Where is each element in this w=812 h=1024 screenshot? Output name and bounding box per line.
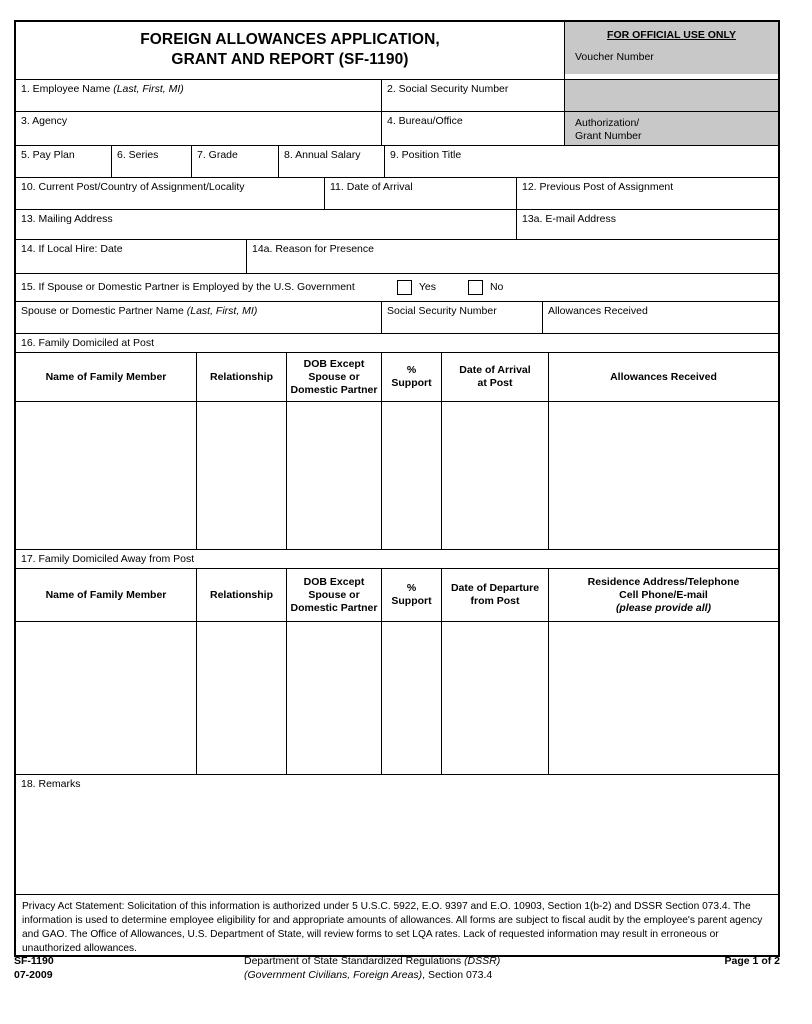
privacy-act-statement: Privacy Act Statement: Solicitation of this information is authorized under 5 U.S.C. 5922, E.O. 9397 and E.O. 10903, Section 1(b-2) and DSSR Section 073.4. The information is used to determine employee eligibility for and appropriate amounts of allowances. All forms are subject to fiscal audit by the employee's parent agency and GAO. The Office of Allowances, U.S. Department of State, will review forms to set LQA rates. Lack of requested information may result in erroneous or unauthorized allowances. [22, 901, 763, 954]
field-current-post[interactable] [16, 178, 325, 209]
field-spouse-allowances[interactable] [543, 302, 778, 333]
field-mailing-address[interactable] [16, 210, 517, 239]
section16-col-name: Name of Family Member [16, 353, 197, 401]
section17-cell-departure[interactable] [442, 622, 549, 774]
field-grade-label: 7. Grade [197, 149, 238, 162]
section17-cell-residence[interactable] [549, 622, 778, 774]
section17-col-support: % Support [382, 569, 442, 621]
field-employee-name-label: 1. Employee Name [21, 83, 111, 96]
section16-body [16, 402, 778, 550]
authorization-grant-block [565, 112, 778, 145]
form-title [16, 22, 565, 79]
section16-col-dob: DOB Except Spouse or Domestic Partner [287, 353, 382, 401]
form-title-line1: FOREIGN ALLOWANCES APPLICATION, [140, 31, 440, 48]
section17-col-relationship: Relationship [197, 569, 287, 621]
field-date-of-arrival[interactable] [325, 178, 517, 209]
section16-col-support: % Support [382, 353, 442, 401]
field-position-title-label: 9. Position Title [390, 149, 462, 162]
section16-col-relationship: Relationship [197, 353, 287, 401]
official-use-heading: FOR OFFICIAL USE ONLY [607, 29, 736, 41]
section17-cell-relationship[interactable] [197, 622, 287, 774]
section16-title: 16. Family Domiciled at Post [16, 334, 778, 353]
checkbox-yes[interactable] [397, 280, 412, 295]
section16-cell-allowances[interactable] [549, 402, 778, 549]
row-pay-position [16, 146, 778, 178]
field-spouse-employed-label: 15. If Spouse or Domestic Partner is Employed by the U.S. Government [21, 281, 355, 294]
checkbox-yes-label: Yes [418, 281, 436, 294]
field-reason-for-presence-label: 14a. Reason for Presence [252, 243, 374, 256]
row-mailing-address [16, 210, 778, 240]
sf1190-form [14, 20, 780, 957]
field-series-label: 6. Series [117, 149, 159, 162]
field-email-address[interactable] [517, 210, 778, 239]
section16-cell-dob[interactable] [287, 402, 382, 549]
checkbox-no-label: No [489, 281, 504, 294]
section18-remarks-label: 18. Remarks [21, 778, 81, 791]
field-ssn-label: 2. Social Security Number [387, 83, 509, 96]
authorization-line1: Authorization/ [575, 117, 640, 130]
field-spouse-ssn-label: Social Security Number [387, 305, 497, 318]
field-pay-plan-label: 5. Pay Plan [21, 149, 75, 162]
field-previous-post-label: 12. Previous Post of Assignment [522, 181, 674, 194]
section17-col-name: Name of Family Member [16, 569, 197, 621]
field-agency[interactable] [16, 112, 382, 145]
field-spouse-ssn[interactable] [382, 302, 543, 333]
field-previous-post[interactable] [517, 178, 778, 209]
field-date-of-arrival-label: 11. Date of Arrival [330, 181, 413, 194]
section17-col-dob: DOB Except Spouse or Domestic Partner [287, 569, 382, 621]
official-use-spacer-1 [565, 80, 778, 111]
footer-reference-line2: (Government Civilians, Foreign Areas), Section 073.4 [244, 968, 493, 981]
section17-body [16, 622, 778, 775]
section16-col-arrival: Date of Arrival at Post [442, 353, 549, 401]
footer-form-id [14, 955, 244, 982]
footer-page-number: Page 1 of 2 [724, 955, 780, 967]
section16-header-row [16, 353, 778, 402]
field-pay-plan[interactable] [16, 146, 112, 177]
field-local-hire-date-label: 14. If Local Hire: Date [21, 243, 123, 256]
field-employee-name[interactable] [16, 80, 382, 111]
field-spouse-name[interactable] [16, 302, 382, 333]
row-employee-name [16, 80, 778, 112]
section17-header-row [16, 569, 778, 622]
field-grade[interactable] [192, 146, 279, 177]
field-spouse-employed [16, 274, 778, 301]
field-annual-salary-label: 8. Annual Salary [284, 149, 361, 162]
voucher-number-label: Voucher Number [575, 51, 654, 63]
section16-cell-name[interactable] [16, 402, 197, 549]
section17-cell-support[interactable] [382, 622, 442, 774]
field-current-post-label: 10. Current Post/Country of Assignment/Locality [21, 181, 245, 194]
field-employee-name-hint: (Last, First, MI) [113, 83, 184, 96]
field-reason-for-presence[interactable] [247, 240, 778, 273]
authorization-line2: Grant Number [575, 130, 642, 143]
section17-title: 17. Family Domiciled Away from Post [16, 550, 778, 569]
form-header-row [16, 22, 778, 80]
official-use-block [565, 22, 778, 74]
field-spouse-name-label: Spouse or Domestic Partner Name [21, 305, 184, 318]
section17-col-residence: Residence Address/Telephone Cell Phone/E-mail (please provide all) [587, 576, 740, 614]
section17-col-departure: Date of Departure from Post [442, 569, 549, 621]
field-spouse-allowances-label: Allowances Received [548, 305, 648, 318]
footer-form-date: 07-2009 [14, 968, 53, 981]
footer-reference [244, 955, 670, 982]
footer-form-number: SF-1190 [14, 955, 54, 967]
field-annual-salary[interactable] [279, 146, 385, 177]
footer-reference-line1: Department of State Standardized Regulations (DSSR) [244, 955, 501, 967]
field-spouse-name-hint: (Last, First, MI) [186, 305, 258, 318]
field-email-address-label: 13a. E-mail Address [522, 213, 616, 226]
row-spouse-details [16, 302, 778, 334]
field-bureau-office-label: 4. Bureau/Office [387, 115, 463, 128]
field-series[interactable] [112, 146, 192, 177]
row-spouse-employment [16, 274, 778, 302]
section17-cell-name[interactable] [16, 622, 197, 774]
section16-cell-relationship[interactable] [197, 402, 287, 549]
field-position-title[interactable] [385, 146, 778, 177]
section16-cell-support[interactable] [382, 402, 442, 549]
section16-cell-arrival[interactable] [442, 402, 549, 549]
form-title-line2: GRANT AND REPORT (SF-1190) [171, 51, 409, 69]
field-mailing-address-label: 13. Mailing Address [21, 213, 113, 226]
section18-remarks[interactable] [16, 775, 778, 895]
section16-col-allowances: Allowances Received [610, 370, 717, 383]
row-agency [16, 112, 778, 146]
field-local-hire-date[interactable] [16, 240, 247, 273]
row-local-hire [16, 240, 778, 274]
row-post-assignment [16, 178, 778, 210]
field-agency-label: 3. Agency [21, 115, 68, 128]
checkbox-no[interactable] [468, 280, 483, 295]
form-footer [14, 955, 780, 982]
field-bureau-office[interactable] [382, 112, 565, 145]
field-ssn[interactable] [382, 80, 565, 111]
section17-cell-dob[interactable] [287, 622, 382, 774]
